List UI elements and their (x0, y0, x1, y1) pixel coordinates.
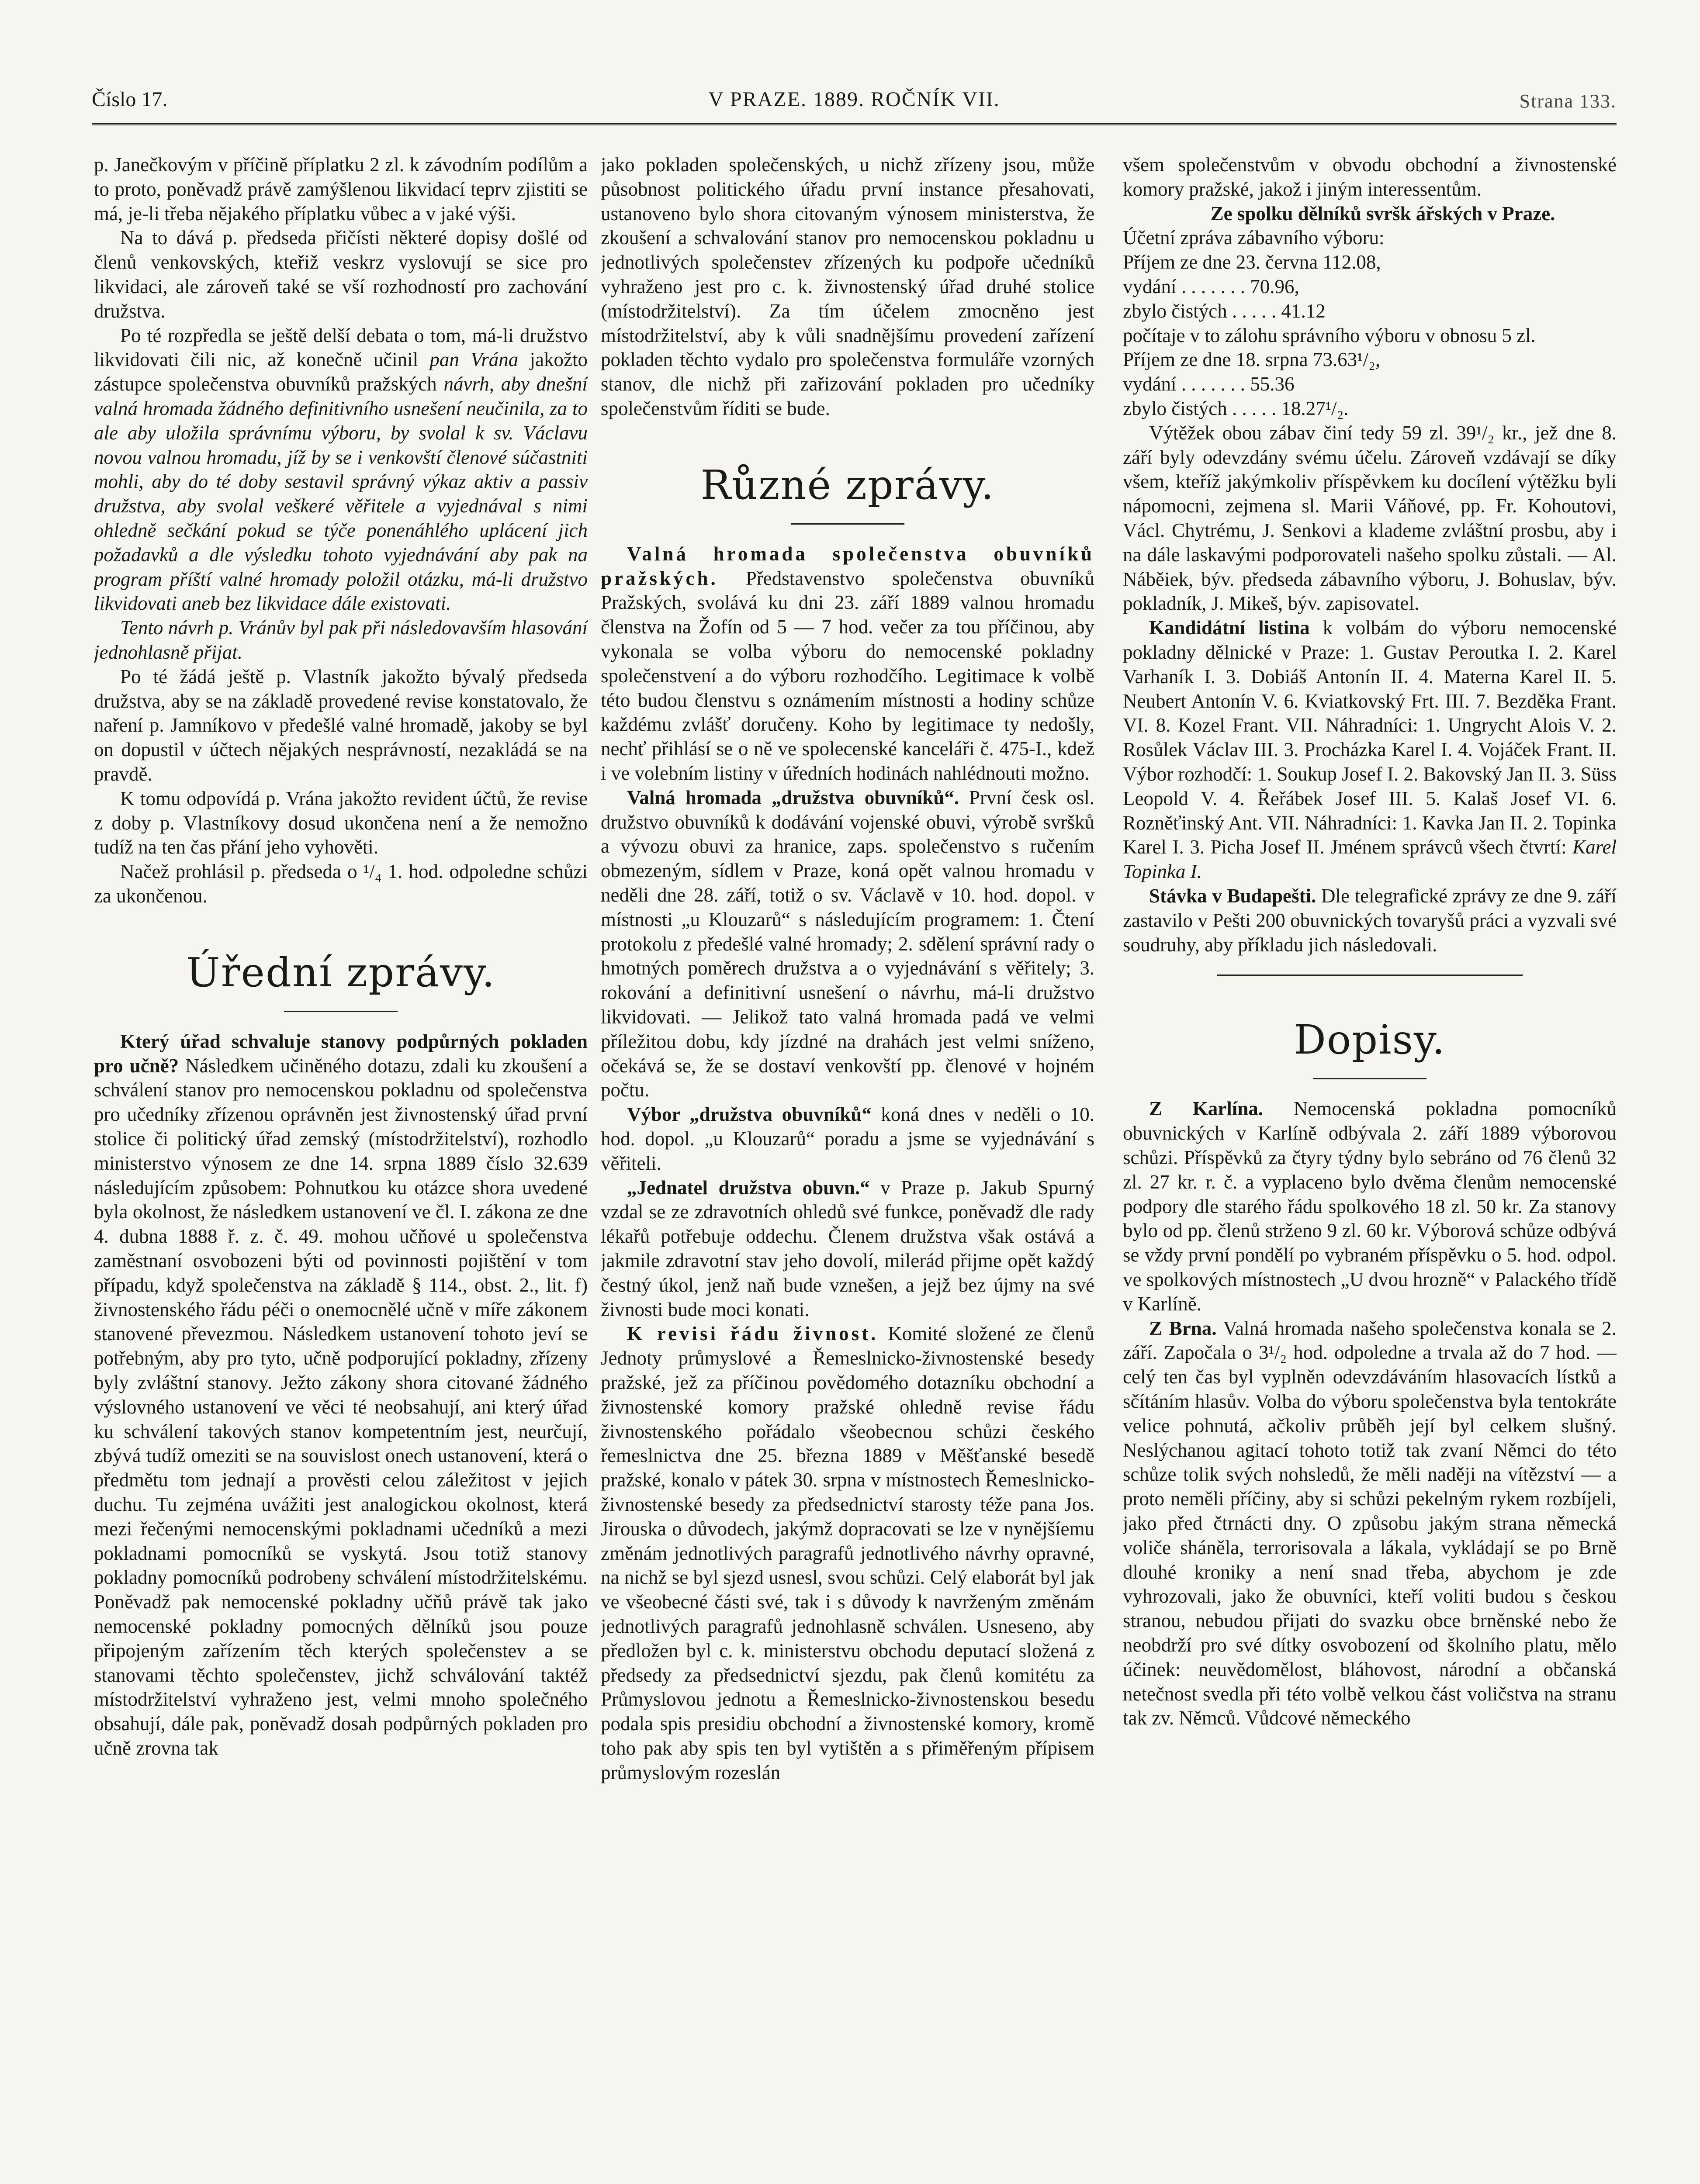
paragraph (601, 1102, 1094, 1175)
section-heading-letters: Dopisy. (1294, 1016, 1446, 1064)
signature: Karel Topinka I. (1123, 836, 1617, 883)
article-title: Výbor „družstva obuvníků“ (627, 1103, 872, 1126)
page-number: Strana 133. (1519, 90, 1617, 112)
article-title: K revisi řádu živnost. (627, 1323, 879, 1345)
section-heading-official: Úřední zprávy. (186, 949, 495, 996)
text-run: pan Vrána (429, 349, 519, 371)
paragraph: Účetní zpráva zábavního výboru: (1123, 227, 1385, 249)
article-title: Kandidátní listina (1149, 617, 1310, 639)
article-body: Představenstvo společenstva obuvníků Pražských, svolává ku dni 23. září 1889 valnou hromadu členstva na Žofín od 5 — 7 hod. večer za tou příčinou, aby vykonala se volba výboru do nemocenské pokladny společenstvení a do výboru rozhodčího. Legitimace k volbě této budou členstvu s oznámením místnosti a hodiny schůze každému zvlášť doručeny. Koho by legitimace ty nedošly, nechť přihlásí se o ně ve spolecenské kanceláři č. 475-I., kdež i ve volebním listiny v úředních hodinách nahlédnouti možno. (601, 567, 1094, 784)
article-body: Dle telegrafické zprávy ze dne 9. září zastavilo v Pešti 200 obuvnických tovaryšů práci a vyzvali své soudruhy, aby příkladu jich následovali. (1123, 885, 1617, 956)
paragraph (601, 1176, 1094, 1322)
paragraph: jako pokladen společenských, u nichž zřízeny jsou, může působnost politického úřadu první instance přesahovati, ustanoveno bylo shora citovaným výnosem ministerstva, že zkoušení a schvalování stanov pro nemocenskou pokladnu u jednotlivých společenstev zřízených ku podpoře učedníků vyhraženo jest pro c. k. živnostenský úřad druhé stolice (místodržitelství). Za tím účelem zmocněno jest místodržitelství, aby k vůli snadnějšímu provedení zařízení pokladen těchto vydalo pro společenstva formuláře vzorných stanov, dle nichž při zařizování pokladen pro učedníky společenstvům říditi se bude. (601, 154, 1094, 419)
article-title: Z Brna. (1149, 1317, 1217, 1339)
paragraph: Po té žádá ještě p. Vlastník jakožto bývalý předseda družstva, aby se na základě provedené revise konstatovalo, že naření p. Jamníkovo v předešlé valné hromadě, jakoby se byl on dopustil v účtech nějakých nesprávností, nezakládá se na pravdě. (94, 665, 588, 785)
text-run: Po té rozpředla se ještě delší debata o tom, má-li družstvo likvidovati čili nic, až konečně učinil (94, 324, 588, 371)
column-1 (94, 153, 588, 2184)
header-rule (92, 123, 1617, 127)
paragraph: p. Janečkovým v příčině příplatku 2 zl. k závodním podílům a to proto, poněvadž právě zamýšlenou likvidací teprv zjistiti se má, je-li třeba nějakého příplatku vůbec a v jaké výši. (94, 154, 588, 225)
paragraph (1123, 1097, 1617, 1316)
paragraph (1123, 884, 1617, 957)
paragraph (601, 1322, 1094, 1785)
paragraph: Načež prohlásil p. předseda o ¹/₄ 1. hod. odpoledne schůzi za ukončenou. (94, 860, 588, 907)
paragraph: Tento návrh p. Vránův byl pak při následovavším hlasování jednohlasně přijat. (94, 617, 588, 663)
paragraph (601, 786, 1094, 1102)
article-title: Valná hromada „družstva obuvníků“. (627, 786, 959, 809)
account-line: zbylo čistých . . . . . 18.27¹/₂. (1123, 397, 1349, 419)
account-line: Příjem ze dne 23. června 112.08, (1123, 251, 1381, 273)
place-year: V PRAZE. 1889. ROČNÍK VII. (708, 88, 1000, 111)
heading-rule (791, 523, 904, 525)
section-heading-misc: Různé zprávy. (700, 461, 995, 508)
article-body: k volbám do výboru nemocenské pokladny dělnické v Praze: 1. Gustav Peroutka I. 2. Karel Varhaník I. 3. Dobiáš Antonín II. 4. Materna Karel II. 5. Neubert Antonín V. 6. Kviatkovský Frt. III. 7. Bezděka Frant. VI. 8. Kozel Frant. VII. Náhradníci: 1. Ungrycht Alois V. 2. Rosůlek Václav III. 3. Procházka Karel I. 4. Vojáček Frant. II. Výbor rozhodčí: 1. Soukup Josef I. 2. Bakovský Jan II. 3. Süss Leopold V. 4. Řeřábek Josef III. 5. Kalaš Josef VI. 6. Rozněťinský Ant. VII. Náhradníci: 1. Kavka Jan II. 2. Topinka Karel I. 3. Picha Josef II. Jménem správců všech čtvrtí: (1123, 617, 1617, 858)
column-3 (1123, 153, 1617, 2184)
text-run: jakožto zástupce společenstva obuvníků pražských (94, 349, 588, 395)
article-body: Následkem učiněného dotazu, zdali ku zkoušení a schválení stanov pro nemocenskou pokladnu od společenstva pro učedníky zřízenou oprávněn jest živnostenský úřad první stolice či politický úřad zemský (místodržitelství), rozhodlo ministerstvo výnosem ze dne 14. srpna 1889 číslo 32.639 následujícím způsobem: Pohnutkou ku otázce shora uvedené byla okolnost, že následkem ustanovení ve čl. I. zákona ze dne 4. dubna 1888 ř. z. č. 49. mohou učňové u společenstva zaměstnaní osvobozeni býti od povinnosti pojištění v tom případu, když společenstva na základě § 114., obst. 2., lit. f) živnostenského řádu péči o onemocnělé učně v míře zákonem stanovené převezmou. Následkem ustanovení tohoto jeví se potřebným, aby pro tyto, učně podporující pokladny, zřízeny byly zvláštní stanovy. Ježto zákony shora citované žádného výslovného ustanovení ve věci té neobsahují, ani který úřad ku schválení takových stanov kompetentním jest, neurčují, zbývá tudíž omeziti se na souvislost onech ustanovení, která o předmětu tom jednají a prověsti celou záležitost v jejich duchu. Tu zejména uvážiti jest analogickou okolnost, která mezi řečenými nemocenskými pokladnami učedníků a mezi pokladnami pomocníků se vyskytá. Jsou totiž stanovy pokladny pomocníků podrobeny schválení místodržitelskému. Poněvadž pak nemocenské pokladny učňů právě tak jako nemocenské pokladny pomocných dělníků jsou pouze připojeným zařízením těch kterých společenstev a se stanovami těchto společenstev, jichž schválování taktéž místodržitelství vyhraženo jest, velmi mnoho společného obsahují, dále pak, poněvadž dosah podpůrných pokladen pro učně zrovna tak (94, 1054, 588, 1759)
paragraph: K tomu odpovídá p. Vrána jakožto revident účtů, že revise z doby p. Vlastníkovy dosud ukončena není a že nemožno tudíž na ten čas přání jeho vyhověti. (94, 787, 588, 858)
article-body: První česk osl. družstvo obuvníků k dodávání vojenské obuvi, výrobě svršků a vývozu obuvi za hranice, zaps. společenstvo s ručením obmezeným, sídlem v Praze, koná opět valnou hromadu v neděli dne 28. září, totiž o sv. Václavě v 10. hod. dopol. v místnosti „u Klouzarů“ s následujícím programem: 1. Čtení protokolu z předešlé valné hromady; 2. sdělení správní rady o hmotných poměrech družstva a o vyjednávání s věřitely; 3. rokování a definitivní usnešení o návrhu, má-li družstvo likvidovati. — Jelikož tato valná hromada padá ve velmi příležitou dobu, kdy jízdné na drahách jest velmi sníženo, očekává se, že se dostaví venkovští pp. členové v hojném počtu. (601, 786, 1094, 1101)
paragraph (1123, 1317, 1617, 1731)
page-header (92, 87, 1617, 118)
article-title: Ze spolku dělníků svršk ářských v Praze. (1210, 202, 1555, 225)
article-title: Valná hromada společenstva obuvníků pražských. (601, 543, 1094, 589)
account-line: zbylo čistých . . . . . 41.12 (1123, 300, 1326, 322)
paragraph: všem společenstvům v obvodu obchodní a živnostenské komory pražské, jakož i jiným interessentům. (1123, 154, 1617, 200)
article-body: koná dnes v neděli o 10. hod. dopol. „u Klouzarů“ poradu a jsme se vyjednávání s věřiteli. (601, 1103, 1094, 1174)
paragraph: Na to dává p. předseda přičísti některé dopisy došlé od členů venkovských, kteřiž veskrz vyslovují se sice pro likvidaci, ale zároveň také se vší rozhodností pro zachování družstva. (94, 227, 588, 322)
column-2 (601, 153, 1094, 2184)
article-body: Valná hromada našeho společenstva konala se 2. září. Započala o 3¹/₂ hod. odpoledne a trvala až do 7 hod. — celý ten čas byl vyplněn odevzdáváním hlasovacích lístků a sčítáním hlasův. Volba do výboru společenstva byla tentokráte velice pohnutá, ačkoliv průběh její byl celkem slušný. Neslýchanou agitací tohoto totiž tak zvaní Němci do této schůze tolik svých nohsledů, že měli naději na vítězství — a proto neměli příčiny, aby si schůzi pekelným rykem rozbíjeli, jako před čtrnácti dny. O způsobu jakým strana německá voliče sháněla, terrorisovala a lákala, vykládají se po Brně dlouhé kroniky a není snad třeba, abychom je zde vyhrozovali, jako že obuvníci, kteří voliti budou s českou stranou, nebudou přijati do svazku obce brněnské nebo že neobdrží pro své dítky osvobození od školního platu, mělo účinek: neuvědomělost, bláhovost, národní a občanská netečnost svedla při této volbě velkou část voličstva na stranu tak zv. Němců. Vůdcové německého (1123, 1317, 1617, 1729)
article-title: Z Karlína. (1149, 1098, 1263, 1120)
article-body: Komité složené ze členů Jednoty průmyslové a Řemeslnicko-živnostenské besedy pražské, jež za příčinou povědomého dotazníku obchodní a živnostenské komory pražské ohledně revise řádu živnostenského pořádalo všeobecnou schůzi českého řemeslnictva dne 25. března 1889 v Měšťanské besedě pražské, konalo v pátek 30. srpna v místnostech Řemeslnicko-živnostenské besedy za předsednictví starosty téže pana Jos. Jirouska o důvodech, jakýmž dopracovati se lze v nynějšíemu změnám jednotlivých paragrafů jednotlivého návrhy opravné, na nichž se byl sjezd usnesl, svou schůzi. Celý elaborát byl jak ve všeobecné části své, tak i s důvody k navrženým změnám jednotlivých paragrafů jednohlasně schválen. Usneseno, aby předložen byl c. k. ministerstvu obchodu deputací složená z předsedy za předsednictví sjezdu, pak členů komitétu za Průmyslovou jednotu a Řemeslnicko-živnostenskou besedu podala spis presidiu obchodní a živnostenské komory, kromě toho pak aby spis ten byl vytištěn a s přiměřeným přípisem průmyslovým rozeslán (601, 1323, 1094, 1783)
account-line: vydání . . . . . . . 55.36 (1123, 373, 1295, 395)
heading-rule (1313, 1078, 1426, 1079)
paragraph: počítaje v to zálohu správního výboru v obnosu 5 zl. (1123, 324, 1536, 346)
article-body: Nemocenská pokladna pomocníků obuvnických v Karlíně odbývala 2. září 1889 výborovou schůzi. Příspěvků za čtyry týdny bylo sebráno od 76 členů 32 zl. 27 kr. r. č. a vyplaceno bylo dvěma členům nemocenské podpory dle starého řádu spolkového 18 zl. 50 kr. Za stanovy bylo od pp. členů strženo 9 zl. 60 kr. Výborová schůze odbývá se vždy první pondělí po vybraném příspěvku o 5. hod. odpol. ve spolkových místnostech „U dvou hrozně“ v Palackého třídě v Karlíně. (1123, 1098, 1617, 1315)
heading-rule (284, 1011, 398, 1012)
paragraph (1123, 616, 1617, 884)
article-title: Který úřad schvaluje stanovy podpůrných pokladen pro učně? (94, 1030, 588, 1077)
paragraph (601, 542, 1094, 786)
paragraph (94, 324, 588, 616)
paragraph: Výtěžek obou zábav činí tedy 59 zl. 39¹/₂ kr., jež dne 8. září byly odevzdány svému účelu. Zároveň vzdávají se díky všem, kteříž jakýmkoliv příspěvkem ku docílení výtěžku byli nápomocni, zejmena sl. Marii Váňové, pp. Fr. Kohoutovi, Václ. Chytrému, J. Senkovi a klademe zvláštní prosbu, aby i na dále laskavými podporovateli našeho spolku zůstali. — Al. Náběiek, býv. předseda zábavního výboru, J. Bohuslav, býv. pokladník, J. Mikeš, býv. zapisovatel. (1123, 422, 1617, 615)
section-divider (1217, 975, 1523, 976)
article-body: v Praze p. Jakub Spurný vzdal se ze zdravotních ohledů své funkce, poněvadž dle rady lékařů potřebuje oddechu. Členem družstva však ostává a jakmile zdravotní stav jeho dovolí, milerád přijme opět každý čestný úkol, jenž naň bude vznešen, a jejž bez újmy na své živnosti bude moci konati. (601, 1176, 1094, 1320)
paragraph (94, 1030, 588, 1761)
account-line: Příjem ze dne 18. srpna 73.63¹/₂, (1123, 349, 1381, 371)
text-run: návrh, aby dnešní valná hromada žádného definitivního usnešení neučinila, za to ale aby uložila správnímu výboru, by svolal k sv. Václavu novou valnou hromadu, jíž by se i venkovští členové súčastniti mohli, aby do té doby sestavil správný výkaz aktiv a passiv družstva, aby svolal veškeré věřitele a vyjednával s nimi ohledně sečkání pokud se týče ponenáhlého uplácení jich požadavků a dle výsledku tohoto vyjednávání aby pak na program příští valné hromady položil otázku, má-li družstvo likvidovati aneb bez likvidace dále existovati. (94, 373, 588, 615)
account-line: vydání . . . . . . . 70.96, (1123, 275, 1299, 297)
article-title: „Jednatel družstva obuvn.“ (627, 1176, 870, 1199)
issue-number: Číslo 17. (92, 88, 168, 111)
article-title: Stávka v Budapešti. (1149, 885, 1316, 907)
